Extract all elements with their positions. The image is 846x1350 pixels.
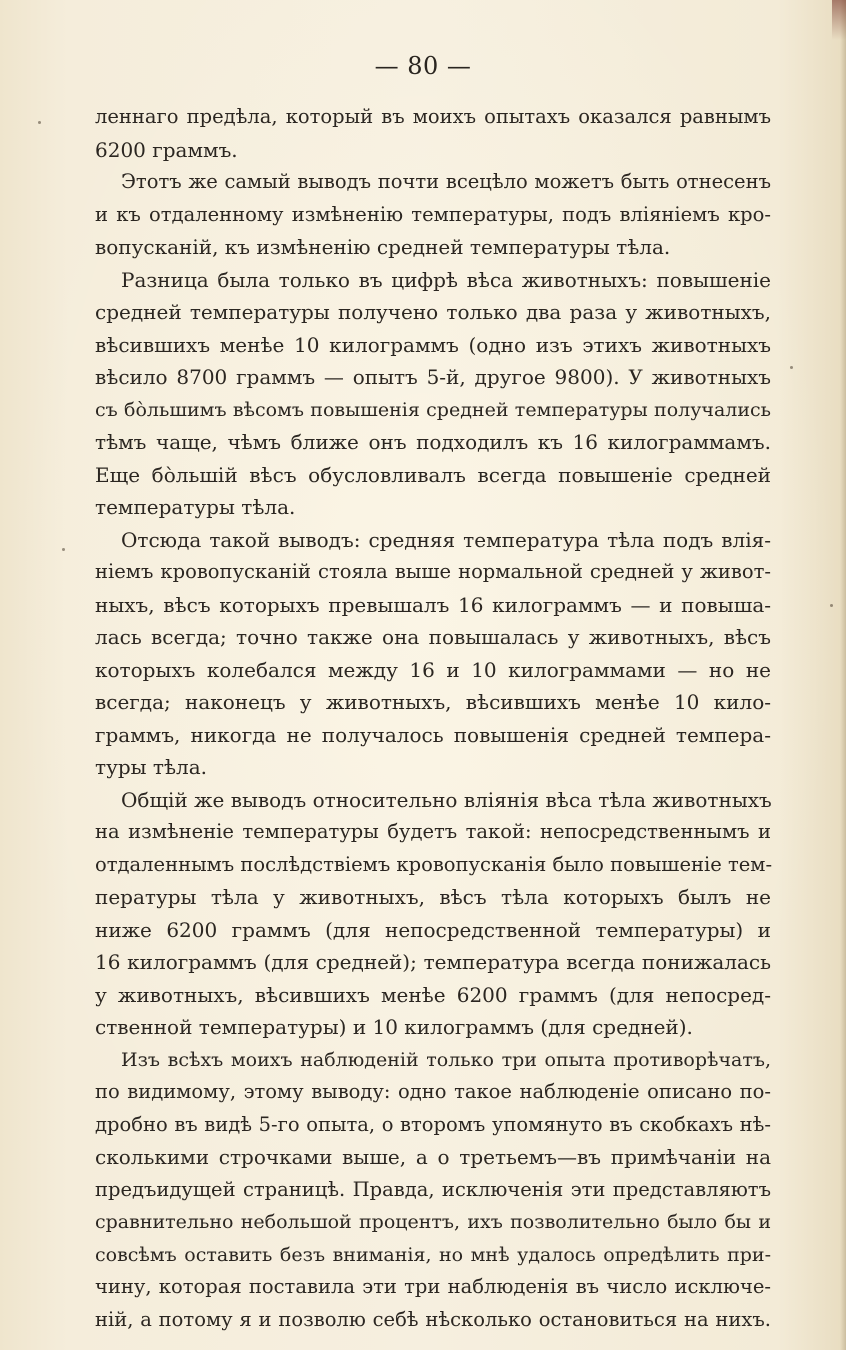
text-line: леннаго предѣла, который въ моихъ опытахъ оказался равнымъ — [95, 105, 771, 128]
text-line: вопусканій, къ измѣненію средней температуры тѣла. — [95, 235, 671, 259]
text-line: предъидущей страницѣ. Правда, исключенія эти представляютъ — [95, 1177, 771, 1201]
text-line: и къ отдаленному измѣненію температуры, подъ вліяніемъ кро- — [95, 202, 771, 226]
text-line: у животныхъ, вѣсившихъ менѣе 6200 граммъ (для непосред- — [95, 982, 771, 1007]
text-line: туры тѣла. — [95, 755, 208, 779]
paper-speck — [38, 121, 41, 124]
text-line: пературы тѣла у животныхъ, вѣсъ тѣла которыхъ былъ не — [95, 885, 771, 909]
text-line: вѣсило 8700 граммъ — опытъ 5-й, другое 9800). У животныхъ — [95, 365, 771, 389]
text-line: отдаленнымъ послѣдствіемъ кровопусканія было повышеніе тем- — [95, 852, 773, 876]
text-line: 6200 граммъ. — [95, 137, 238, 162]
text-line: чину, которая поставила эти три наблюденія въ число исключе- — [95, 1275, 771, 1298]
text-line: ниже 6200 граммъ (для непосредственной температуры) и — [95, 917, 771, 942]
paper-speck — [790, 366, 793, 369]
corner-stain — [832, 0, 846, 40]
text-line: сравнительно небольшой процентъ, ихъ позволительно было бы и — [95, 1211, 771, 1233]
text-line: ній, а потому я и позволю себѣ нѣсколько остановиться на нихъ. — [95, 1307, 771, 1331]
text-line: ныхъ, вѣсъ которыхъ превышалъ 16 килограммъ — и повыша- — [95, 592, 771, 617]
text-line: вѣсившихъ менѣе 10 килограммъ (одно изъ этихъ животныхъ — [95, 332, 771, 357]
text-line: на измѣненіе температуры будетъ такой: непосредственнымъ и — [95, 820, 771, 843]
text-line: дробно въ видѣ 5-го опыта, о второмъ упомянуто въ скобкахъ нѣ- — [95, 1112, 771, 1136]
text-line: тѣмъ чаще, чѣмъ ближе онъ подходилъ къ 16 килограммамъ. — [95, 430, 771, 454]
text-line: граммъ, никогда не получалось повышенія средней темпера- — [95, 722, 771, 747]
page-edge-shadow — [840, 0, 846, 1350]
text-line: Еще бо̀льшій вѣсъ обусловливалъ всегда повышеніе средней — [95, 462, 771, 487]
text-line: сколькими строчками выше, а о третьемъ—въ примѣчаніи на — [95, 1145, 771, 1169]
text-line: совсѣмъ оставить безъ вниманія, но мнѣ удалось опредѣлить при- — [95, 1243, 771, 1266]
text-line: которыхъ колебался между 16 и 10 килограммами — но не — [95, 657, 771, 682]
text-line: Общій же выводъ относительно вліянія вѣса тѣла животныхъ — [121, 787, 772, 812]
text-line: ственной температуры) и 10 килограммъ (для средней). — [95, 1015, 693, 1039]
text-line: Разница была только въ цифрѣ вѣса животныхъ: повышеніе — [121, 267, 771, 292]
text-line: 16 килограммъ (для средней); температура всегда понижалась — [95, 950, 771, 974]
text-line: всегда; наконецъ у животныхъ, вѣсившихъ менѣе 10 кило- — [95, 690, 771, 714]
paper-speck — [830, 604, 833, 607]
text-line: ніемъ кровопусканій стояла выше нормальной средней у живот- — [95, 560, 771, 583]
page-number: — 80 — — [374, 52, 472, 80]
text-line: температуры тѣла. — [95, 495, 296, 519]
text-line: по видимому, этому выводу: одно такое наблюденіе описано по- — [95, 1080, 771, 1103]
text-line: Изъ всѣхъ моихъ наблюденій только три опыта противорѣчатъ, — [121, 1048, 771, 1071]
text-line: Отсюда такой выводъ: средняя температура тѣла подъ влія- — [121, 527, 771, 552]
body-text — [95, 101, 771, 1336]
text-line: средней температуры получено только два раза у животныхъ, — [95, 300, 771, 324]
paper-speck — [62, 548, 65, 551]
text-line: лась всегда; точно также она повышалась у животныхъ, вѣсъ — [95, 625, 771, 649]
text-line: съ бо̀льшимъ вѣсомъ повышенія средней температуры получались — [95, 398, 771, 421]
text-line: Этотъ же самый выводъ почти всецѣло можетъ быть отнесенъ — [121, 170, 771, 193]
